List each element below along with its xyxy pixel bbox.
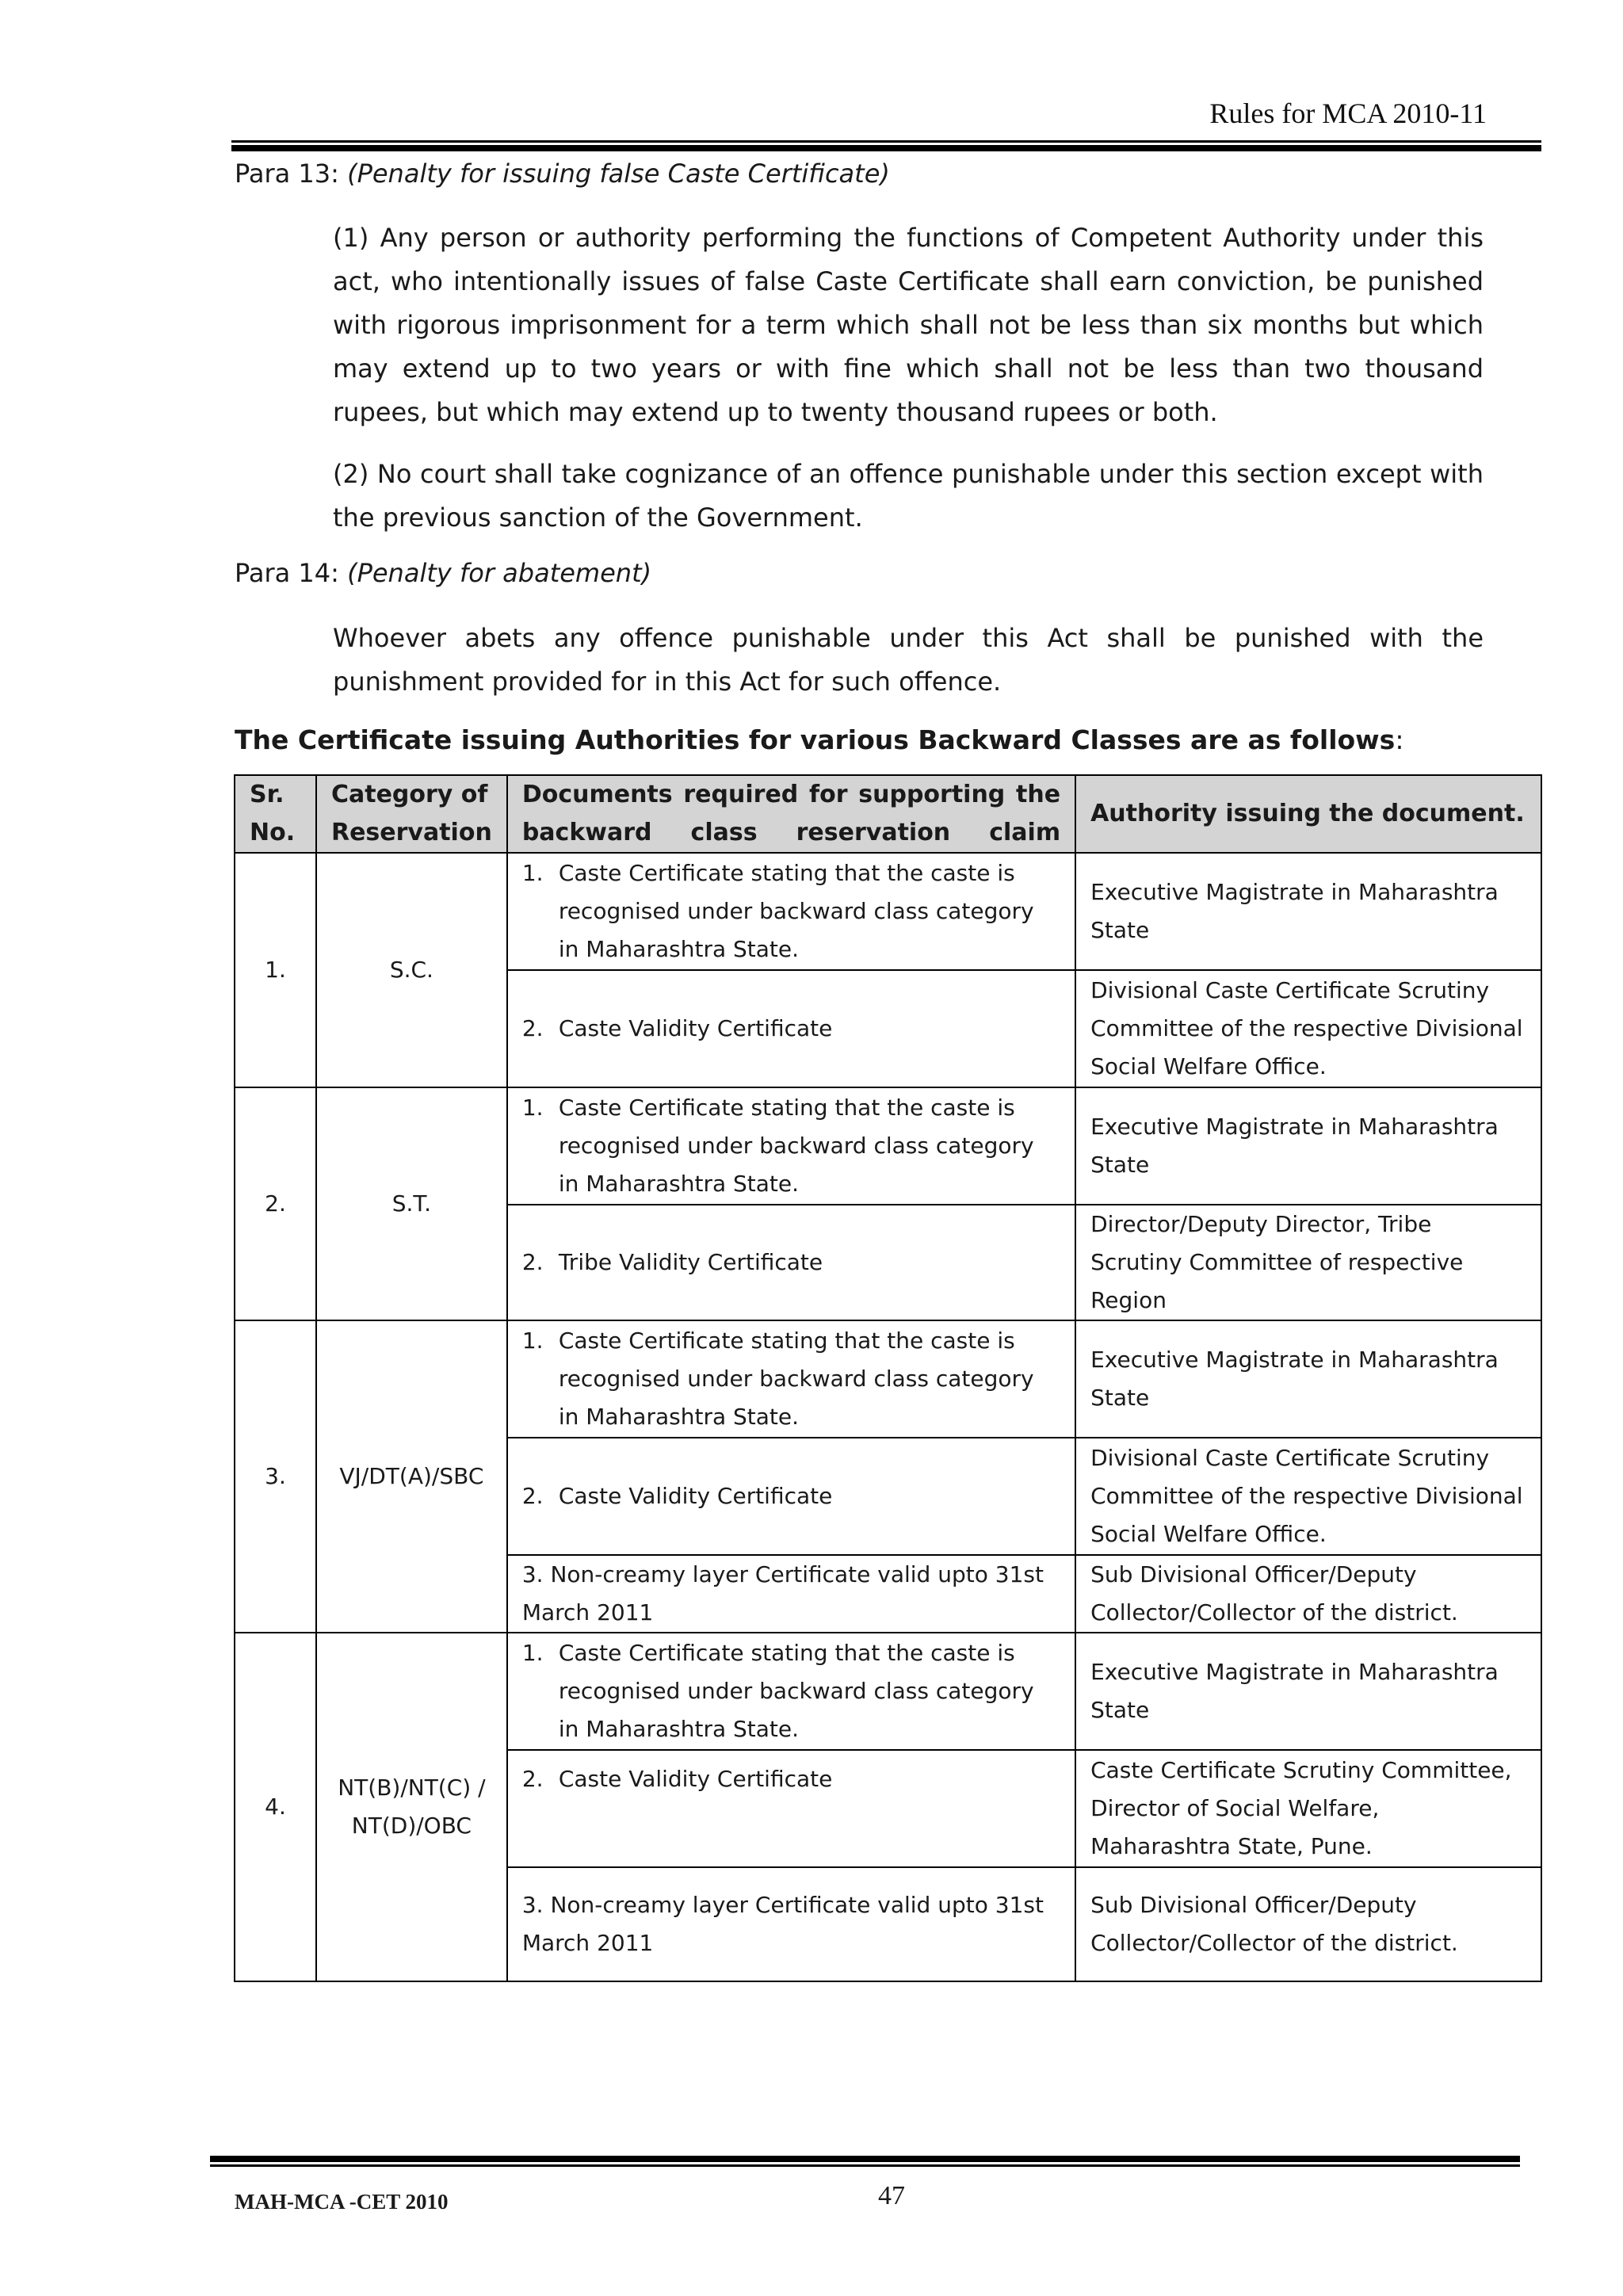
para-14-title: (Penalty for abatement) [347,558,652,588]
doc-text: Caste Validity Certificate [558,1483,833,1509]
para-13-heading [235,159,890,189]
table-row [235,1320,1541,1438]
category-cell: S.C. [316,853,507,1087]
doc-number: 2. [521,1015,544,1041]
document-cell [507,1438,1075,1555]
para-14-text: Whoever abets any offence punishable under this Act shall be punished with the punishment provided for in this Act for such offence. [333,623,1484,697]
doc-number: 2. [521,1766,544,1792]
sr-no-cell: 1. [235,853,316,1087]
doc-number: 1. [521,1328,544,1354]
category-cell: NT(B)/NT(C) / NT(D)/OBC [316,1633,507,1981]
authority-cell: Divisional Caste Certificate Scrutiny Committee of the respective Divisional Social Welfare Office. [1075,970,1541,1087]
authority-cell: Caste Certificate Scrutiny Committee, Director of Social Welfare, Maharashtra State, Pune. [1075,1750,1541,1867]
document-cell [507,1750,1075,1867]
header-rule [231,140,1541,151]
authority-cell: Executive Magistrate in Maharashtra State [1075,1087,1541,1205]
doc-number: 1. [521,860,544,886]
authority-cell: Sub Divisional Officer/Deputy Collector/Collector of the district. [1075,1555,1541,1633]
header-documents: Documents required for supporting the backward class reservation claim [507,775,1075,853]
section-heading-colon: : [1395,724,1404,755]
table-row [235,1087,1541,1205]
authority-cell: Executive Magistrate in Maharashtra State [1075,1633,1541,1750]
sr-no-cell: 4. [235,1633,316,1981]
category-cell: VJ/DT(A)/SBC [316,1320,507,1633]
doc-text: Caste Certificate stating that the caste is recognised under backward class category in Maharashtra State. [558,860,1034,962]
doc-text: Caste Validity Certificate [558,1015,833,1041]
authority-cell: Executive Magistrate in Maharashtra State [1075,853,1541,970]
doc-number: 2. [521,1249,544,1275]
document-cell [507,853,1075,970]
doc-number: 1. [521,1640,544,1666]
document-cell [507,1867,1075,1981]
table-row [235,853,1541,970]
document-cell [507,1320,1075,1438]
category-cell: S.T. [316,1087,507,1320]
doc-number: 3. [521,1561,544,1587]
para-13-clause-1: (1) Any person or authority performing the functions of Competent Authority under this act, who intentionally issues of false Caste Certificate shall earn conviction, be punished with rigorous imprisonment for a term which shall not be less than six months but which may extend up to two years or with fine which shall not be less than two thousand rupees, but which may extend up to twenty thousand rupees or both. [333,223,1484,427]
doc-number: 3. [521,1892,544,1918]
sr-no-cell: 3. [235,1320,316,1633]
section-heading-text: The Certificate issuing Authorities for various Backward Classes are as follows [235,724,1396,755]
doc-text: Tribe Validity Certificate [558,1249,823,1275]
header-category: Category of Reservation [316,775,507,853]
header-sr-no: Sr. No. [235,775,316,853]
sr-no-cell: 2. [235,1087,316,1320]
document-cell [507,1205,1075,1320]
doc-text: Caste Certificate stating that the caste is recognised under backward class category in Maharashtra State. [558,1640,1034,1742]
doc-text: Non-creamy layer Certificate valid upto 31st March 2011 [521,1561,1044,1626]
running-header: Rules for MCA 2010-11 [1209,97,1487,129]
doc-text: Caste Validity Certificate [558,1766,833,1792]
header-authority: Authority issuing the document. [1075,775,1541,853]
table-row [235,1633,1541,1750]
document-cell [507,970,1075,1087]
authority-cell: Divisional Caste Certificate Scrutiny Committee of the respective Divisional Social Welfare Office. [1075,1438,1541,1555]
doc-text: Non-creamy layer Certificate valid upto 31st March 2011 [521,1892,1044,1956]
doc-number: 1. [521,1095,544,1121]
authority-cell: Sub Divisional Officer/Deputy Collector/Collector of the district. [1075,1867,1541,1981]
document-cell [507,1633,1075,1750]
document-cell [507,1087,1075,1205]
section-heading [235,724,1403,755]
para-13-title: (Penalty for issuing false Caste Certificate) [347,159,890,189]
table-header-row [235,775,1541,853]
document-cell [507,1555,1075,1633]
authorities-table [234,774,1542,1982]
doc-text: Caste Certificate stating that the caste is recognised under backward class category in Maharashtra State. [558,1095,1034,1197]
doc-number: 2. [521,1483,544,1509]
para-13-label: Para 13: [235,159,339,189]
authority-cell: Executive Magistrate in Maharashtra State [1075,1320,1541,1438]
para-13-clause-2: (2) No court shall take cognizance of an offence punishable under this section except with the previous sanction of the Government. [333,459,1484,533]
footer-rule [210,2156,1520,2167]
para-14-heading [235,558,651,588]
footer-exam-label: MAH-MCA -CET 2010 [235,2190,449,2214]
page-number: 47 [878,2181,905,2210]
authority-cell: Director/Deputy Director, Tribe Scrutiny Committee of respective Region [1075,1205,1541,1320]
doc-text: Caste Certificate stating that the caste is recognised under backward class category in Maharashtra State. [558,1328,1034,1430]
para-14-label: Para 14: [235,558,339,588]
